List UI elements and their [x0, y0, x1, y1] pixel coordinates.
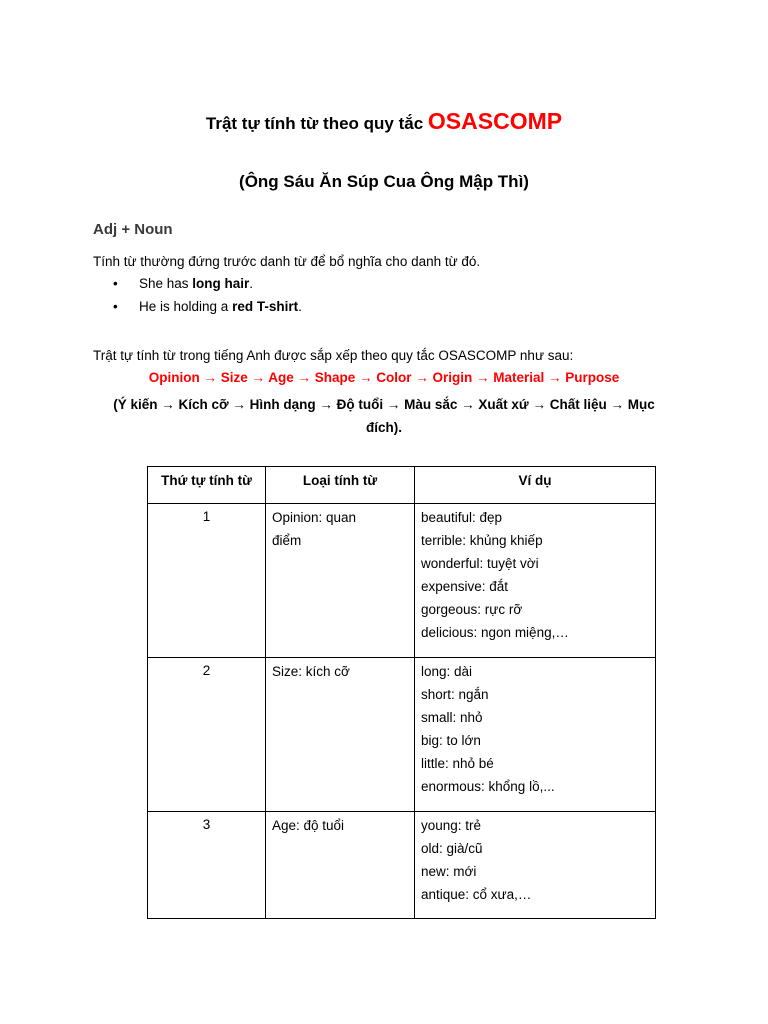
list-item-text: He is holding a [139, 299, 233, 314]
title-text: Trật tự tính từ theo quy tắc [205, 114, 428, 133]
page-title [0, 108, 768, 135]
example-item: big: to lớn [421, 733, 481, 748]
order-vietnamese: (Ý kiến → Kích cỡ → Hình dạng → Độ tuổi → Màu sắc → Xuất xứ → Chất liệu → Mục đích). [113, 397, 655, 435]
example-item: long: dài [421, 664, 473, 679]
list-item-punctuation: . [249, 276, 254, 291]
row-type [266, 658, 415, 812]
example-item: young: trẻ [421, 818, 482, 833]
table-row [148, 504, 656, 658]
row-order-value: 1 [202, 509, 211, 524]
page-subtitle: (Ông Sáu Ăn Súp Cua Ông Mập Thì) [239, 172, 529, 191]
row-examples [415, 504, 656, 658]
example-item: expensive: đắt [421, 579, 509, 594]
bullet-icon: • [113, 276, 118, 291]
rule-intro: Trật tự tính từ trong tiếng Anh được sắp xếp theo quy tắc OSASCOMP như sau: [93, 348, 574, 363]
bullet-icon: • [113, 299, 118, 314]
example-item: wonderful: tuyệt vời [421, 556, 539, 571]
example-item: delicious: ngon miệng,… [421, 625, 569, 640]
example-item: terrible: khủng khiếp [421, 533, 543, 548]
row-order [148, 812, 266, 919]
row-type-line: Age: độ tuổi [272, 818, 345, 833]
section-heading: Adj + Noun [93, 221, 173, 238]
example-item: enormous: khổng lồ,... [421, 779, 555, 794]
row-order [148, 504, 266, 658]
column-header-order: Thứ tự tính từ [148, 467, 266, 504]
example-item: little: nhỏ bé [421, 756, 494, 771]
row-type [266, 812, 415, 919]
example-item: small: nhỏ [421, 710, 483, 725]
row-type-line: Opinion: quan [272, 510, 357, 525]
row-type-line: điểm [272, 533, 302, 548]
list-item [113, 299, 302, 322]
example-item: old: già/cũ [421, 841, 483, 856]
intro-paragraph: Tính từ thường đứng trước danh từ để bổ nghĩa cho danh từ đó. [93, 254, 481, 269]
table-row [148, 658, 656, 812]
column-header-examples: Ví dụ [415, 467, 656, 504]
example-item: gorgeous: rực rỡ [421, 602, 523, 617]
example-item: new: mới [421, 864, 477, 879]
list-item-punctuation: . [298, 299, 302, 314]
table-row [148, 812, 656, 919]
list-item-text: She has [139, 276, 193, 291]
list-item-emphasis: red T-shirt [232, 299, 299, 314]
row-order-value: 2 [202, 663, 211, 678]
example-list [113, 276, 302, 322]
table-header-row [148, 467, 656, 504]
row-type-line: Size: kích cỡ [272, 664, 350, 679]
list-item-emphasis: long hair [192, 276, 250, 291]
row-examples [415, 812, 656, 919]
row-order [148, 658, 266, 812]
row-order-value: 3 [202, 817, 211, 832]
example-item: beautiful: đẹp [421, 510, 503, 525]
adjective-order-table [147, 466, 656, 919]
row-examples [415, 658, 656, 812]
title-accent: OSASCOMP [427, 108, 563, 134]
order-english: Opinion → Size → Age → Shape → Color → Origin → Material → Purpose [148, 370, 620, 385]
list-item [113, 276, 302, 299]
row-type [266, 504, 415, 658]
example-item: antique: cổ xưa,… [421, 887, 532, 902]
column-header-type: Loại tính từ [266, 467, 415, 504]
example-item: short: ngắn [421, 687, 489, 702]
